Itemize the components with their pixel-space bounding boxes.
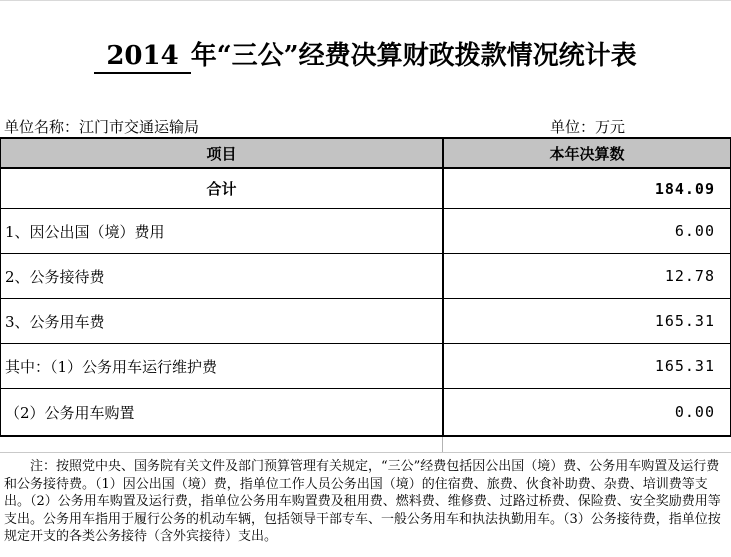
unit-of-measure: 单位：万元 bbox=[549, 118, 625, 136]
row-label: 2、公务接待费 bbox=[1, 254, 444, 298]
table-row bbox=[1, 299, 730, 344]
title-text: 年“三公”经费决算财政拨款情况统计表 bbox=[190, 41, 637, 71]
row-label: （2）公务用车购置 bbox=[1, 389, 444, 435]
row-label: 合计 bbox=[1, 169, 444, 208]
footnote-text: 注：按照党中央、国务院有关文件及部门预算管理有关规定，“三公”经费包括因公出国（境）费、公务用车购置及运行费和公务接待费。（1）因公出国（境）费，指单位工作人员公务出国（境）的住宿费、旅费、伙食补助费、杂费、培训费等支出。（2）公务用车购置及运行费，指单位公务用车购置费及租用费、燃料费、维修费、过路过桥费、保险费、安全奖励费用等支出。公务用车指用于履行公务的机动车辆，包括领导干部专车、一般公务用车和执法执勤用车。（3）公务接待费，指单位按规定开支的各类公务接待（含外宾接待）支出。 bbox=[4, 459, 721, 544]
row-value: 165.31 bbox=[654, 312, 715, 330]
empty-spacer-right-cell bbox=[443, 437, 731, 452]
table-row bbox=[1, 209, 730, 254]
row-label: 1、因公出国（境）费用 bbox=[1, 209, 444, 253]
empty-spacer-left-cell bbox=[0, 437, 443, 452]
table-row bbox=[1, 344, 730, 389]
page-title bbox=[0, 41, 731, 71]
row-label: 3、公务用车费 bbox=[1, 299, 444, 343]
unit-name-label: 单位名称： bbox=[4, 118, 80, 136]
column-header-item: 项目 bbox=[1, 139, 444, 167]
unit-name-value: 江门市交通运输局 bbox=[79, 118, 200, 136]
table-row bbox=[1, 389, 730, 435]
meta-row bbox=[0, 117, 731, 137]
empty-spacer-row bbox=[0, 437, 731, 453]
table-row bbox=[1, 254, 730, 299]
row-value: 165.31 bbox=[654, 357, 715, 375]
title-year-underlined: 2014 bbox=[94, 41, 190, 74]
expenses-table bbox=[0, 137, 731, 437]
row-value: 184.09 bbox=[654, 179, 715, 198]
row-value: 0.00 bbox=[674, 403, 715, 421]
row-value: 12.78 bbox=[664, 267, 715, 285]
table-row-total bbox=[1, 169, 730, 209]
row-value: 6.00 bbox=[674, 222, 715, 240]
row-label: 其中：（1）公务用车运行维护费 bbox=[1, 344, 444, 388]
unit-name bbox=[0, 117, 444, 137]
column-header-amount: 本年决算数 bbox=[549, 144, 625, 163]
table-header-row bbox=[1, 139, 730, 169]
